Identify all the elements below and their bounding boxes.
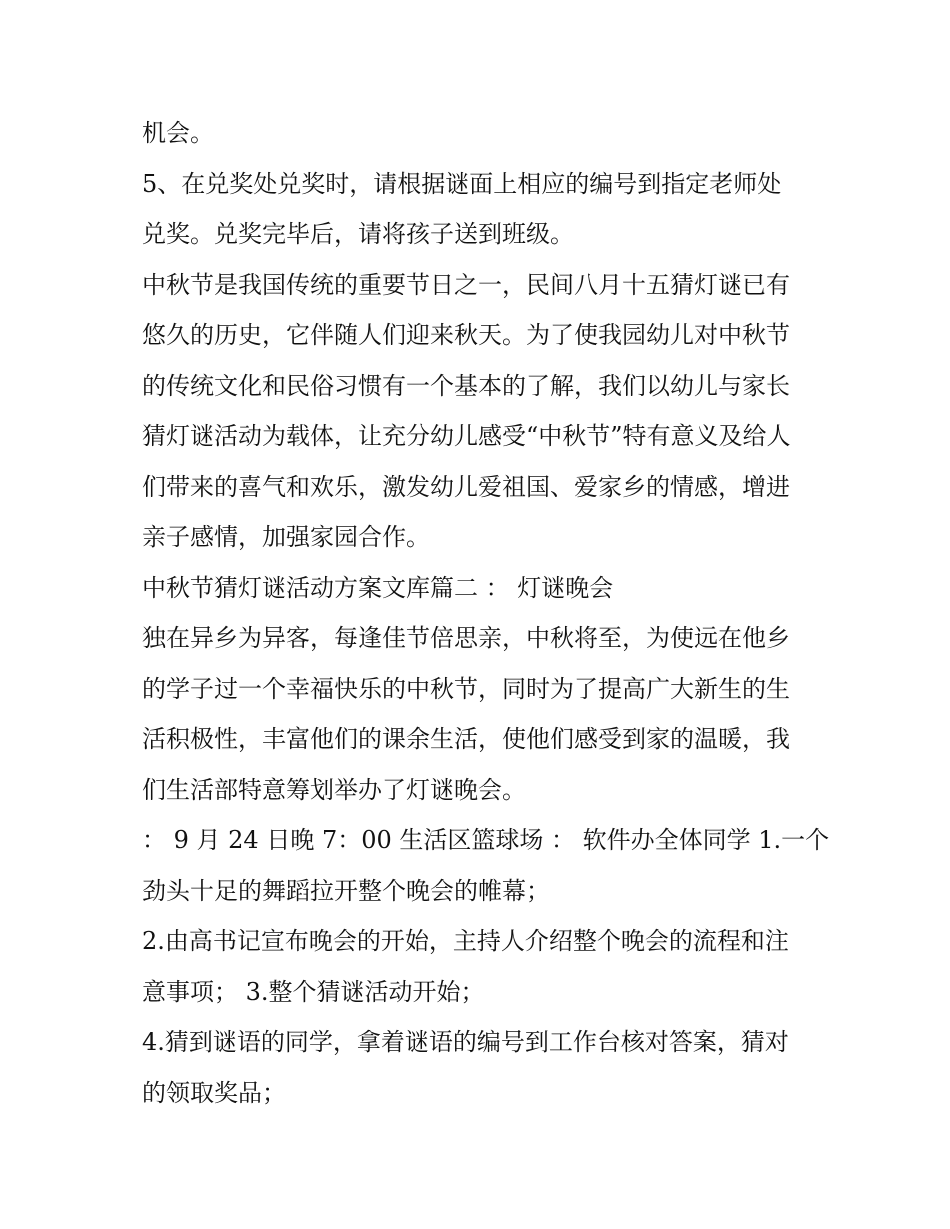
- heading-line: 中秋节猜灯谜活动方案文库篇二 ： 灯谜晚会: [142, 573, 614, 602]
- text-line: 的领取奖品；: [142, 1078, 286, 1107]
- paragraph-6: [142, 815, 830, 916]
- text-line: 4.猜到谜语的同学，拿着谜语的编号到工作台核对答案，猜对: [142, 1028, 789, 1056]
- text-line: 机会。: [142, 119, 214, 147]
- text-line: 5、在兑奖处兑奖时，请根据谜面上相应的编号到指定老师处: [142, 169, 782, 198]
- text-line: 悠久的历史，它伴随人们迎来秋天。为了使我园幼儿对中秋节: [142, 321, 790, 349]
- text-line: ： 9 月 24 日晚 7：00 生活区篮球场 ： 软件办全体同学 1.一个: [142, 826, 830, 854]
- text-line: 活积极性，丰富他们的课余生活，使他们感受到家的温暖，我: [142, 725, 790, 753]
- paragraph-1: [142, 108, 822, 159]
- text-line: 的传统文化和民俗习惯有一个基本的了解，我们以幼儿与家长: [142, 371, 790, 400]
- document-body: [142, 108, 830, 1118]
- text-line: 兑奖。兑奖完毕后，请将孩子送到班级。: [142, 220, 574, 248]
- text-line: 们带来的喜气和欢乐，激发幼儿爱祖国、爱家乡的情感，增进: [142, 472, 790, 501]
- text-line: 2.由高书记宣布晚会的开始，主持人介绍整个晚会的流程和注: [142, 927, 789, 955]
- paragraph-8: [142, 1017, 822, 1118]
- text-line: 的学子过一个幸福快乐的中秋节，同时为了提高广大新生的生: [142, 674, 790, 703]
- paragraph-5: [142, 613, 822, 815]
- paragraph-3: [142, 260, 822, 563]
- text-line: 独在异乡为异客，每逢佳节倍思亲，中秋将至，为使远在他乡: [142, 624, 790, 652]
- paragraph-2: [142, 159, 822, 260]
- paragraph-7: [142, 916, 822, 1017]
- text-line: 意事项； 3.整个猜谜活动开始；: [142, 977, 485, 1006]
- text-line: 猜灯谜活动为载体，让充分幼儿感受“中秋节”特有意义及给人: [142, 422, 791, 450]
- text-line: 中秋节是我国传统的重要节日之一，民间八月十五猜灯谜已有: [142, 270, 790, 299]
- section-heading: [142, 563, 822, 614]
- text-line: 劲头十足的舞蹈拉开整个晚会的帷幕；: [142, 876, 550, 905]
- text-line: 们生活部特意筹划举办了灯谜晚会。: [142, 775, 526, 804]
- text-line: 亲子感情，加强家园合作。: [142, 523, 430, 551]
